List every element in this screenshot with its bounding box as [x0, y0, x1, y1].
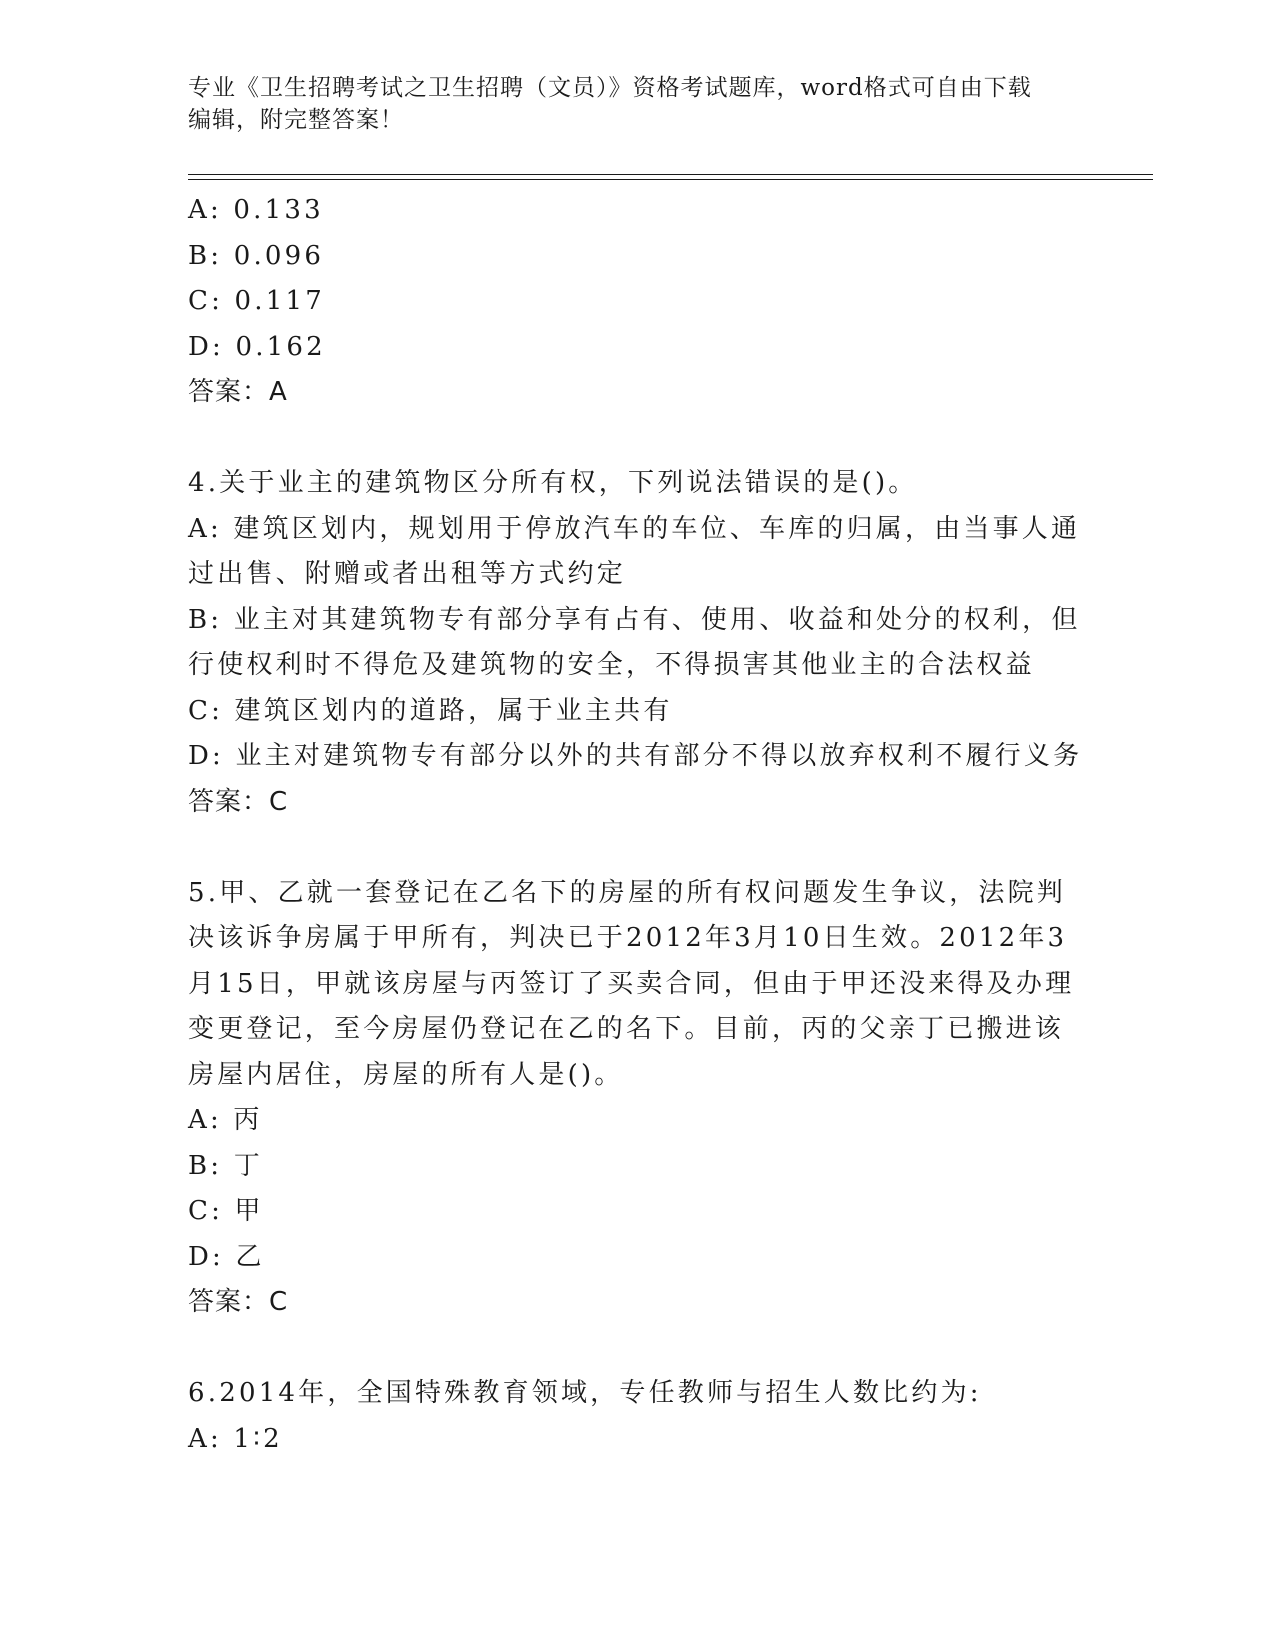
question-6	[188, 1371, 1088, 1462]
question-4	[188, 461, 1088, 825]
option-b: B: 0.096	[188, 240, 325, 271]
header-line-2: 编辑，附完整答案！	[188, 107, 404, 133]
question-stem-line-5: 房屋内居住，房屋的所有人是()。	[188, 1059, 624, 1090]
option-d: D: 0.162	[188, 331, 326, 362]
option-c: C: 0.117	[188, 286, 325, 316]
question-stem: 6.2014年，全国特殊教育领域，专任教师与招生人数比约为:	[188, 1378, 982, 1408]
option-c: C: 甲	[188, 1196, 264, 1226]
option-a-line-1: A: 建筑区划内，规划用于停放汽车的车位、车库的归属，由当事人通	[188, 513, 1081, 544]
header-line-1: 专业《卫生招聘考试之卫生招聘（文员）》资格考试题库，word格式可自由下载	[188, 75, 1032, 101]
question-stem-line-1: 5.甲、乙就一套登记在乙名下的房屋的所有权问题发生争议，法院判	[188, 877, 1067, 908]
header-divider-bottom	[188, 179, 1153, 180]
question-list	[188, 188, 1088, 1462]
document-header	[188, 72, 1068, 136]
option-a: A: 1∶2	[188, 1423, 283, 1454]
option-c: C: 建筑区划内的道路，属于业主共有	[188, 695, 673, 726]
question-stem: 4.关于业主的建筑物区分所有权，下列说法错误的是()。	[188, 468, 918, 498]
spacer	[188, 1326, 1088, 1372]
option-a: A: 丙	[188, 1105, 263, 1135]
question-5	[188, 871, 1088, 1326]
question-3	[188, 188, 1088, 416]
option-d: D: 业主对建筑物专有部分以外的共有部分不得以放弃权利不履行义务	[188, 741, 1083, 771]
option-b: B: 丁	[188, 1150, 263, 1181]
option-b-line-2: 行使权利时不得危及建筑物的安全，不得损害其他业主的合法权益	[188, 650, 1035, 680]
spacer	[188, 825, 1088, 871]
option-a: A: 0.133	[188, 195, 324, 225]
option-b-line-1: B: 业主对其建筑物专有部分享有占有、使用、收益和处分的权利，但	[188, 604, 1081, 635]
option-d: D: 乙	[188, 1241, 265, 1272]
option-a-line-2: 过出售、附赠或者出租等方式约定	[188, 559, 627, 589]
header-divider-top	[188, 174, 1153, 175]
question-stem-line-3: 月15日，甲就该房屋与丙签订了买卖合同，但由于甲还没来得及办理	[188, 968, 1075, 999]
question-stem-line-4: 变更登记，至今房屋仍登记在乙的名下。目前，丙的父亲丁已搬进该	[188, 1014, 1065, 1044]
question-stem-line-2: 决该诉争房属于甲所有，判决已于2012年3月10日生效。2012年3	[188, 923, 1068, 953]
answer: 答案：A	[188, 377, 288, 407]
answer: 答案：C	[188, 1287, 289, 1317]
answer: 答案：C	[188, 786, 289, 817]
spacer	[188, 416, 1088, 462]
